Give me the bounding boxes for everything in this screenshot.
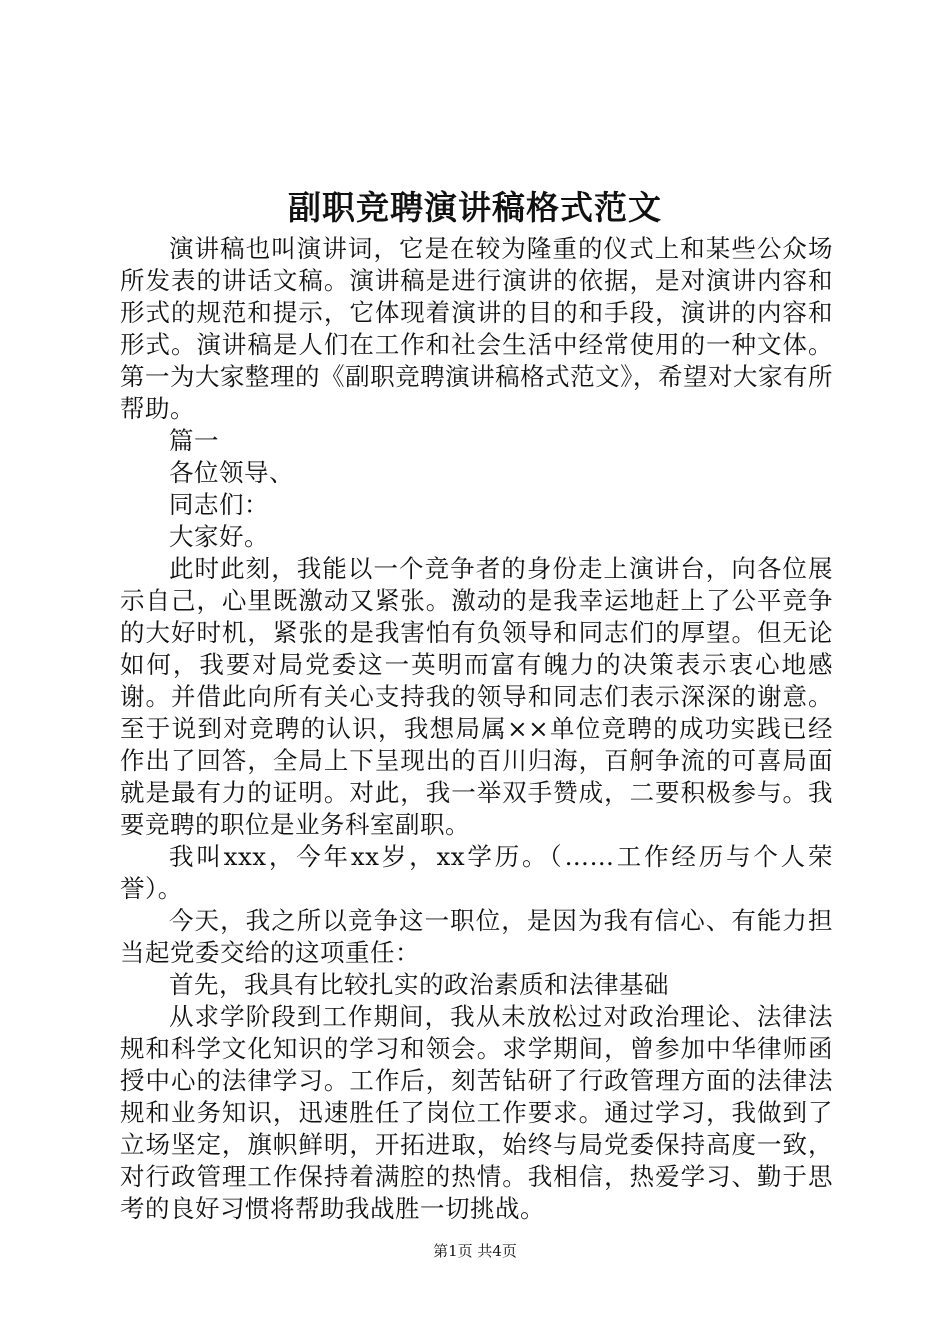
body-paragraph: 我叫xxx，今年xx岁，xx学历。（……工作经历与个人荣誉）。 [120, 842, 833, 903]
document-body [120, 233, 833, 1225]
salutation-comrades: 同志们： [169, 490, 269, 519]
body-paragraph: 此时此刻，我能以一个竞争者的身份走上演讲台，向各位展示自己，心里既激动又紧张。激动的是我幸运地赶上了公平竞争的大好时机，紧张的是我害怕有负领导和同志们的厚望。但无论如何，我要对局党委这一英明而富有魄力的决策表示衷心地感谢。并借此向所有关心支持我的领导和同志们表示深深的谢意。至于说到对竞聘的认识，我想局属××单位竞聘的成功实践已经作出了回答，全局上下呈现出的百川归海，百舸争流的可喜局面就是最有力的证明。对此，我一举双手赞成，二要积极参与。我要竞聘的职位是业务科室副职。 [120, 554, 833, 839]
body-paragraph: 今天，我之所以竞争这一职位，是因为我有信心、有能力担当起党委交给的这项重任： [120, 906, 833, 967]
intro-paragraph: 演讲稿也叫演讲词，它是在较为隆重的仪式上和某些公众场所发表的讲话文稿。演讲稿是进行演讲的依据，是对演讲内容和形式的规范和提示，它体现着演讲的目的和手段，演讲的内容和形式。演讲稿是人们在工作和社会生活中经常使用的一种文体。第一为大家整理的《副职竞聘演讲稿格式范文》，希望对大家有所帮助。 [120, 234, 833, 423]
greeting: 大家好。 [169, 522, 269, 551]
section-heading: 篇一 [169, 426, 219, 455]
page-footer: 第1页 共4页 [433, 1242, 517, 1260]
salutation-leaders: 各位领导、 [169, 458, 294, 487]
subheading: 首先，我具有比较扎实的政治素质和法律基础 [169, 970, 669, 999]
body-paragraph: 从求学阶段到工作期间，我从未放松过对政治理论、法律法规和科学文化知识的学习和领会。求学期间，曾参加中华律师函授中心的法律学习。工作后，刻苦钻研了行政管理方面的法律法规和业务知识，迅速胜任了岗位工作要求。通过学习，我做到了立场坚定，旗帜鲜明，开拓进取，始终与局党委保持高度一致，对行政管理工作保持着满腔的热情。我相信，热爱学习、勤于思考的良好习惯将帮助我战胜一切挑战。 [120, 1002, 833, 1223]
document-title: 副职竞聘演讲稿格式范文 [288, 188, 662, 227]
